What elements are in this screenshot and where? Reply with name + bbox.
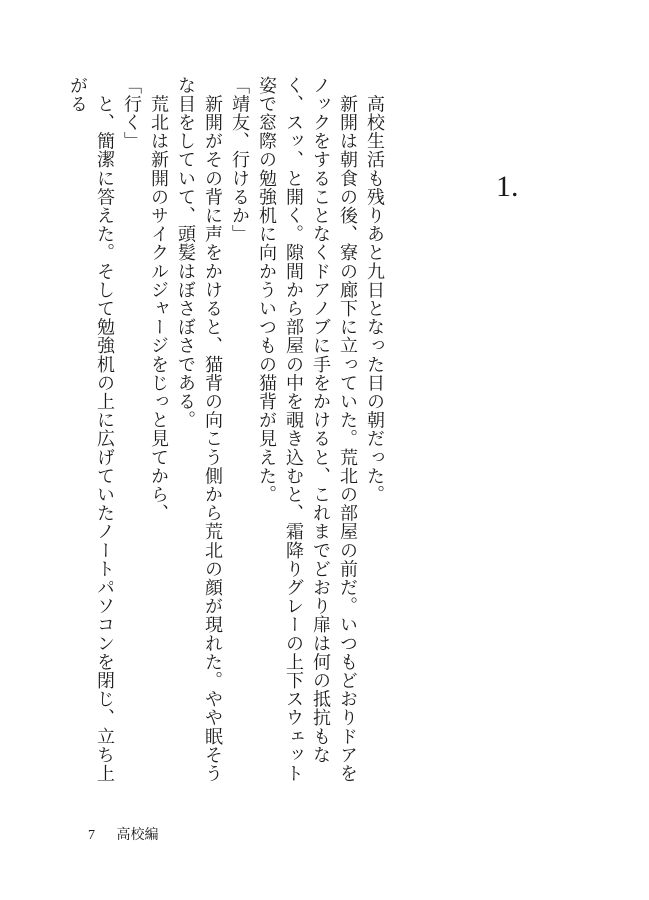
body-text xyxy=(67,76,388,796)
chapter-number: 1. xyxy=(496,170,519,203)
paragraph: 新開がその背に声をかけると、猫背の向こう側から荒北の顔が現れた。やや眠そうな目をしていて、頭髪はぼさぼさである。 xyxy=(175,76,223,783)
paragraph: 荒北は新開のサイクルジャージをじっと見てから、 xyxy=(148,76,169,523)
dialogue-line: 「靖友、行けるか」 xyxy=(229,76,250,244)
section-title: 高校編 xyxy=(116,828,159,843)
dialogue-line: 「行く」 xyxy=(121,76,142,151)
page-footer xyxy=(88,824,159,844)
page-number: 7 xyxy=(88,828,95,843)
paragraph: と、簡潔に答えた。そして勉強机の上に広げていたノートパソコンを閉じ、立ち上がる xyxy=(67,76,115,783)
paragraph: 新開は朝食の後、寮の廊下に立っていた。荒北の部屋の前だ。いつもどおりドアをノックをすることなくドアノブに手をかけると、これまでどおり扉は何の抵抗もなく、スッ、と開く。隙間から部屋の中を覗き込むと、霜降りグレーの上下スウェット姿で窓際の勉強机に向かういつもの猫背が見えた。 xyxy=(256,76,358,783)
paragraph: 高校生活も残りあと九日となった日の朝だった。 xyxy=(364,76,385,504)
